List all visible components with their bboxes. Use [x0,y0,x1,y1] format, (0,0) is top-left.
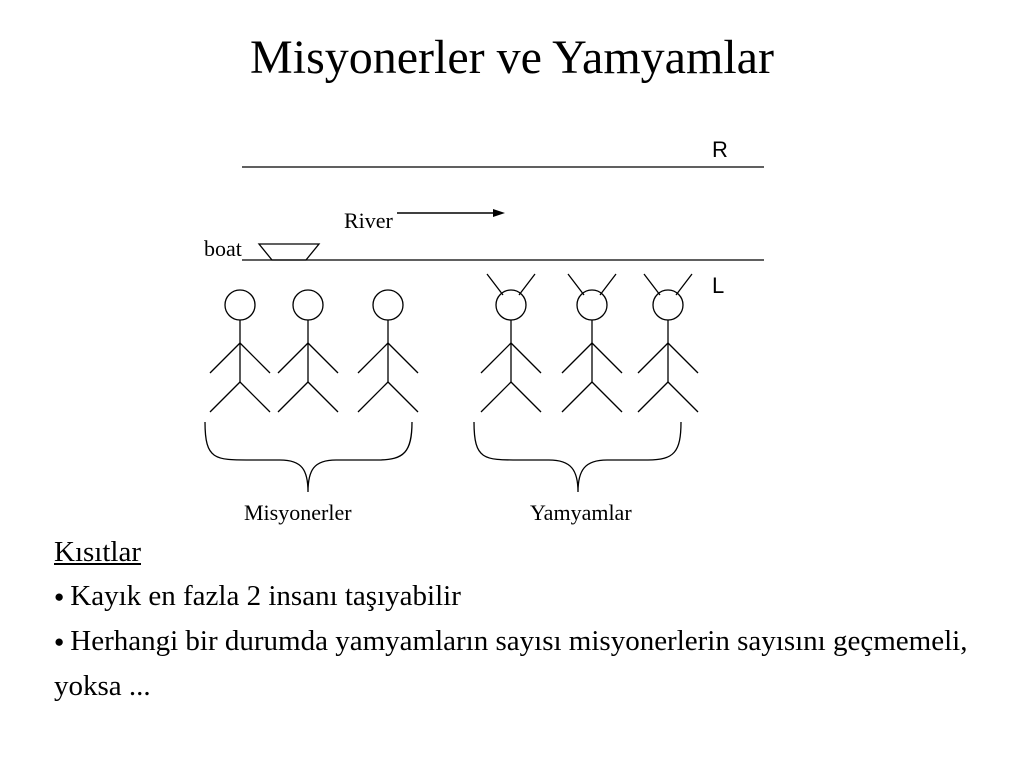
slide-title: Misyonerler ve Yamyamlar [250,31,774,84]
boat-label: boat [204,236,242,261]
constraint-item [54,619,974,708]
constraint-text: Herhangi bir durumda yamyamların sayısı misyonerlerin sayısını geçmemeli, yoksa ... [54,625,968,702]
river-label: River [344,208,393,233]
cannibal-figure [481,274,541,412]
river-flow-arrow [397,209,505,217]
boat-shape [259,244,319,260]
constraint-item [54,574,974,619]
bank-label-l: L [712,273,725,298]
bullet-dot-icon: ● [54,587,65,606]
cannibals-brace [474,422,681,492]
constraint-text: Kayık en fazla 2 insanı taşıyabilir [70,580,461,612]
missionaries-label: Misyonerler [244,500,352,525]
cannibals-group [481,274,698,412]
missionary-figure [278,290,338,412]
bank-label-r: R [712,137,728,162]
missionaries-brace [205,422,412,492]
missionaries-group [210,290,418,412]
bullet-dot-icon: ● [54,632,65,651]
constraints-heading: Kısıtlar [54,536,141,568]
missionary-figure [358,290,418,412]
cannibal-figure [638,274,698,412]
missionary-figure [210,290,270,412]
constraints-section [54,530,974,708]
cannibals-label: Yamyamlar [530,500,632,525]
cannibal-figure [562,274,622,412]
